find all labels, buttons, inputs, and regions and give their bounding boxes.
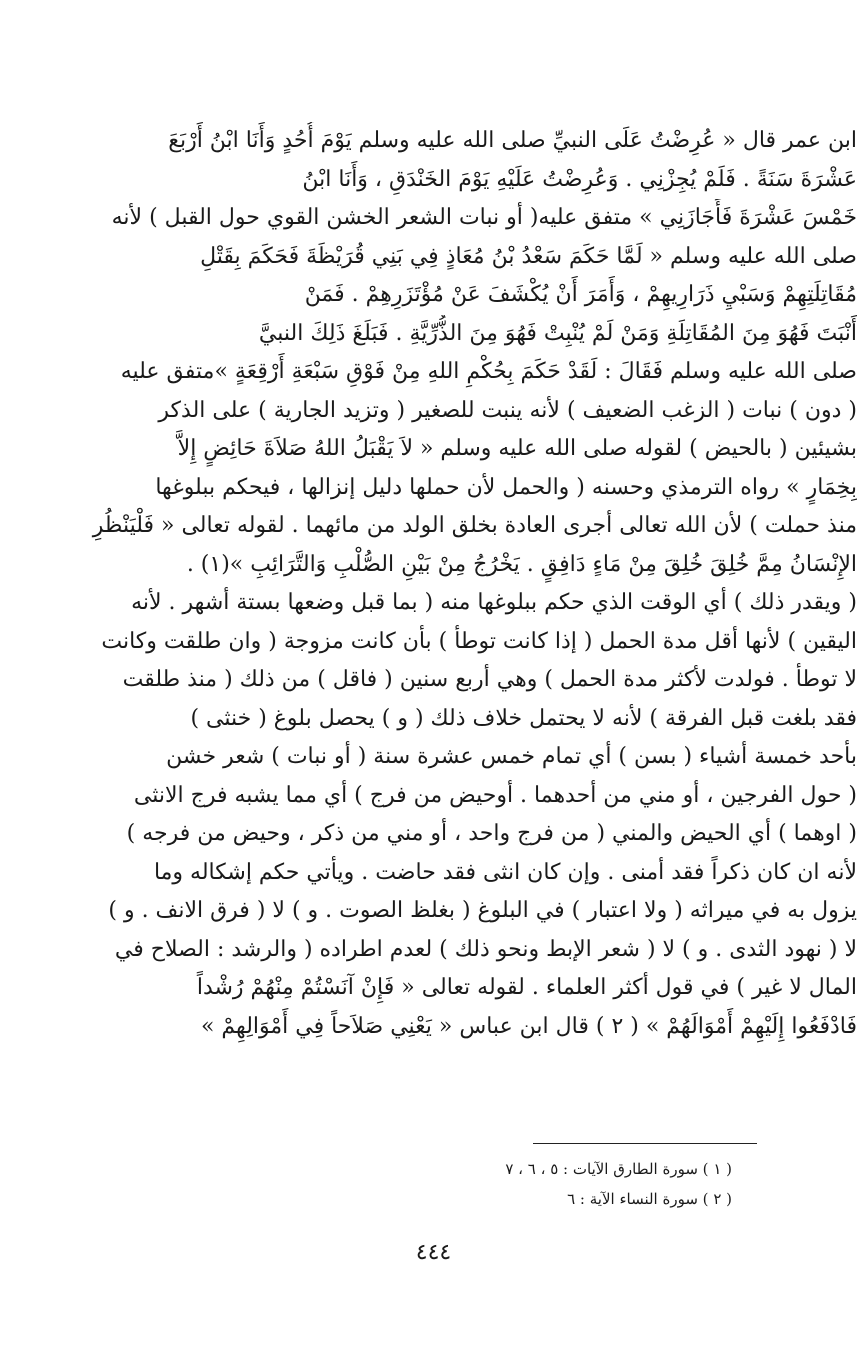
footnote-divider bbox=[533, 1143, 757, 1144]
text-line: أَنْبَتَ فَهُوَ مِنَ المُقَاتِلَةِ وَمَنْ لَمْ يُنْبِتْ فَهُوَ مِنَ الذُّرِّيَّةِ . فَبَلَغَ ذَلِكَ النبيَّ bbox=[258, 320, 857, 346]
text-line: المال لا غير ) في قول أكثر العلماء . لقوله تعالى « فَإِنْ آنَسْتُمْ مِنْهُمْ رُشْداً bbox=[196, 975, 857, 1000]
text-line: فَادْفَعُوا إِلَيْهِمْ أَمْوَالَهُمْ » ( ٢ ) قال ابن عباس « يَعْنِي صَلاَحاً فِي أَمْوَالِهِمْ » bbox=[200, 1013, 857, 1039]
text-line: ( دون ) نبات ( الزغب الضعيف ) لأنه ينبت للصغير ( وتزيد الجارية ) على الذكر bbox=[158, 397, 857, 423]
text-line: صلى الله عليه وسلم « لَمَّا حَكَمَ سَعْدُ بْنُ مُعَاذٍ فِي بَنِي قُرَيْظَةَ فَحَكَمَ بِقَتْلِ bbox=[200, 243, 857, 269]
text-line: فقد بلغت قبل الفرقة ) لأنه لا يحتمل خلاف ذلك ( و ) يحصل بلوغ ( خنثى ) bbox=[190, 705, 857, 731]
footnote-2: ( ٢ ) سورة النساء الآية : ٦ bbox=[567, 1190, 732, 1208]
text-line: ( حول الفرجين ، أو مني من أحدهما . أوحيض من فرج ) أي مما يشبه فرج الانثى bbox=[133, 782, 857, 808]
text-line: بشيئين ( بالحيض ) لقوله صلى الله عليه وسلم « لاَ يَقْبَلُ اللهُ صَلاَةَ حَائِضٍ إِلاَّ bbox=[177, 436, 857, 461]
text-line: منذ حملت ) لأن الله تعالى أجرى العادة بخلق الولد من مائهما . لقوله تعالى « فَلْيَنْظُرِ bbox=[92, 513, 857, 538]
footnotes-block bbox=[360, 1154, 732, 1214]
text-line: عَشْرَةَ سَنَةً . فَلَمْ يُجِزْنِي . وَعُرِضْتُ عَلَيْهِ يَوْمَ الخَنْدَقِ ، وَأَنَا ابْنُ bbox=[302, 166, 857, 192]
text-line: بأحد خمسة أشياء ( بسن ) أي تمام خمس عشرة سنة ( أو نبات ) شعر خشن bbox=[166, 744, 857, 769]
text-line: مُقَاتِلَتِهِمْ وَسَبْيِ ذَرَارِيهِمْ ، وَأَمَرَ أَنْ يُكْشَفَ عَنْ مُؤْتَزَرِهِمْ . فَمَنْ bbox=[304, 282, 857, 307]
text-line: ( ويقدر ذلك ) أي الوقت الذي حكم ببلوغها منه ( بما قبل وضعها بستة أشهر . لأنه bbox=[131, 590, 857, 615]
text-line: ابن عمر قال « عُرِضْتُ عَلَى النبيِّ صلى الله عليه وسلم يَوْمَ أُحُدٍ وَأَنَا ابْنُ أَرْبَعَ bbox=[168, 128, 857, 153]
text-line: لأنه ان كان ذكراً فقد أمنى . وإن كان انثى فقد حاضت . ويأتي حكم إشكاله وما bbox=[153, 859, 857, 885]
text-line: لا توطأ . فولدت لأكثر مدة الحمل ) وهي أربع سنين ( فاقل ) من ذلك ( منذ طلقت bbox=[122, 667, 857, 692]
text-line: خَمْسَ عَشْرَةَ فَأَجَازَنِي » متفق عليه( أو نبات الشعر الخشن القوي حول القبل ) لأنه bbox=[111, 205, 857, 230]
text-line: ( اوهما ) أي الحيض والمني ( من فرج واحد ، أو مني من ذكر ، وحيض من فرجه ) bbox=[126, 821, 857, 846]
text-line: اليقين ) لأنها أقل مدة الحمل ( إذا كانت توطأ ) بأن كانت مزوجة ( وان طلقت وكانت bbox=[101, 628, 857, 654]
text-line: صلى الله عليه وسلم فَقَالَ : لَقَدْ حَكَمَ بِحُكْمِ اللهِ مِنْ فَوْقِ سَبْعَةِ أَرْقِعَةٍ »متفق عليه bbox=[120, 359, 857, 384]
text-line: بِخِمَارٍ » رواه الترمذي وحسنه ( والحمل لأن حملها دليل إنزالها ، فيحكم ببلوغها bbox=[155, 474, 857, 500]
text-line: لا ( نهود الثدى . و ) لا ( شعر الإبط ونحو ذلك ) لعدم اطراده ( والرشد : الصلاح في bbox=[114, 936, 857, 962]
footnote-1: ( ١ ) سورة الطارق الآيات : ٥ ، ٦ ، ٧ bbox=[505, 1160, 732, 1178]
text-line: يزول به في ميراثه ( ولا اعتبار ) في البلوغ ( بغلظ الصوت . و ) لا ( فرق الانف . و ) bbox=[108, 898, 857, 923]
text-line: الإِنْسَانُ مِمَّ خُلِقَ خُلِقَ مِنْ مَاءٍ دَافِقٍ . يَخْرُجُ مِنْ بَيْنِ الصُّلْبِ وَالتَّرَائِبِ »(١) . bbox=[186, 551, 857, 577]
page-number: ٤٤٤ bbox=[415, 1240, 452, 1265]
main-text-block bbox=[6, 122, 857, 1046]
